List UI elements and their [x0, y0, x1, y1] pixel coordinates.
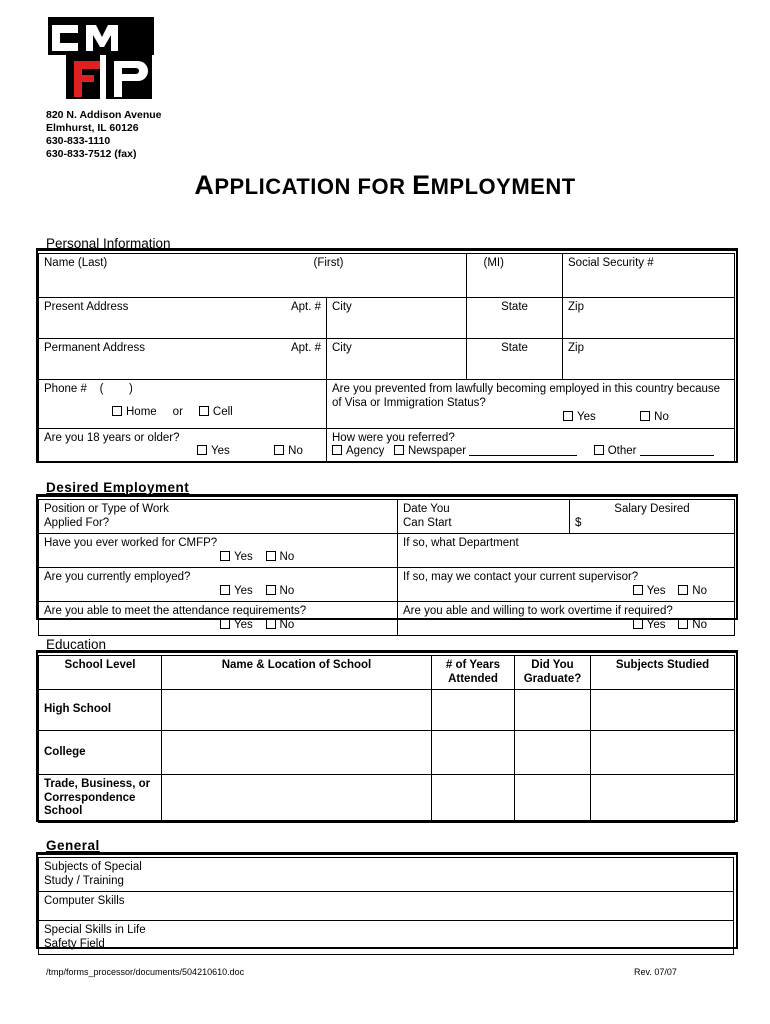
desired-section-title: Desired Employment: [46, 480, 190, 495]
start-date-field[interactable]: Date You Can Start: [398, 500, 570, 534]
age-yes-checkbox[interactable]: [197, 445, 207, 455]
special-study-field[interactable]: Subjects of Special Study / Training: [39, 858, 734, 892]
employed-no-checkbox[interactable]: [266, 585, 276, 595]
age-no-checkbox[interactable]: [274, 445, 284, 455]
present-city-field[interactable]: City: [327, 298, 467, 339]
permanent-zip-field[interactable]: Zip: [563, 339, 735, 380]
safety-skills-field[interactable]: Special Skills in Life Safety Field: [39, 921, 734, 955]
other-line[interactable]: [640, 445, 714, 456]
phone-field[interactable]: Phone # ( ) Home or Cell: [39, 380, 327, 429]
attendance-no-checkbox[interactable]: [266, 619, 276, 629]
home-checkbox[interactable]: [112, 406, 122, 416]
position-field[interactable]: Position or Type of Work Applied For?: [39, 500, 398, 534]
general-section-title: General: [46, 838, 100, 853]
visa-question: Are you prevented from lawfully becoming employed in this country because of Visa or Immigration Status? Yes No: [327, 380, 735, 429]
address-line: 630-833-7512 (fax): [46, 148, 137, 160]
education-section-title: Education: [46, 637, 107, 652]
employed-question: Are you currently employed? Yes No: [39, 568, 398, 602]
cell-checkbox[interactable]: [199, 406, 209, 416]
personal-section-title: Personal Information: [46, 236, 171, 251]
ssn-field[interactable]: Social Security #: [563, 254, 735, 298]
footer-revision: Rev. 07/07: [634, 967, 677, 977]
other-checkbox[interactable]: [594, 445, 604, 455]
contact-supervisor-question: If so, may we contact your current supervisor? Yes No: [398, 568, 735, 602]
overtime-no-checkbox[interactable]: [678, 619, 688, 629]
employed-yes-checkbox[interactable]: [220, 585, 230, 595]
permanent-address-field[interactable]: Permanent Address Apt. #: [39, 339, 327, 380]
department-field[interactable]: If so, what Department: [398, 534, 735, 568]
desired-table: [38, 499, 735, 636]
education-table: [38, 655, 735, 823]
permanent-city-field[interactable]: City: [327, 339, 467, 380]
company-address: [46, 109, 162, 161]
years-cell[interactable]: [432, 775, 515, 823]
visa-yes-checkbox[interactable]: [563, 411, 573, 421]
worked-no-checkbox[interactable]: [266, 551, 276, 561]
present-address-field[interactable]: Present Address Apt. #: [39, 298, 327, 339]
worked-yes-checkbox[interactable]: [220, 551, 230, 561]
header-school-name: Name & Location of School: [162, 656, 432, 690]
address-line: 820 N. Addison Avenue: [46, 109, 162, 121]
computer-skills-field[interactable]: Computer Skills: [39, 892, 734, 921]
company-logo: [46, 15, 156, 101]
permanent-state-field[interactable]: State: [467, 339, 563, 380]
school-name-cell[interactable]: [162, 731, 432, 775]
overtime-yes-checkbox[interactable]: [633, 619, 643, 629]
school-name-cell[interactable]: [162, 775, 432, 823]
header-graduate: Did You Graduate?: [515, 656, 591, 690]
subjects-cell[interactable]: [591, 690, 735, 731]
years-cell[interactable]: [432, 731, 515, 775]
subjects-cell[interactable]: [591, 775, 735, 823]
overtime-question: Are you able and willing to work overtime if required? Yes No: [398, 602, 735, 636]
contact-no-checkbox[interactable]: [678, 585, 688, 595]
graduate-cell[interactable]: [515, 690, 591, 731]
salary-field[interactable]: Salary Desired $: [570, 500, 735, 534]
table-row: [39, 690, 735, 731]
agency-checkbox[interactable]: [332, 445, 342, 455]
present-state-field[interactable]: State: [467, 298, 563, 339]
newspaper-checkbox[interactable]: [394, 445, 404, 455]
visa-no-checkbox[interactable]: [640, 411, 650, 421]
header-years: # of Years Attended: [432, 656, 515, 690]
attendance-question: Are you able to meet the attendance requirements? Yes No: [39, 602, 398, 636]
address-line: 630-833-1110: [46, 135, 111, 147]
contact-yes-checkbox[interactable]: [633, 585, 643, 595]
referral-question: How were you referred? Agency Newspaper Other: [327, 428, 735, 462]
page-title: APPLICATION FOR EMPLOYMENT: [194, 170, 576, 200]
personal-table: [38, 253, 735, 463]
header-subjects: Subjects Studied: [591, 656, 735, 690]
graduate-cell[interactable]: [515, 731, 591, 775]
graduate-cell[interactable]: [515, 775, 591, 823]
header-school-level: School Level: [39, 656, 162, 690]
table-row: [39, 775, 735, 823]
age-question: Are you 18 years or older? Yes No: [39, 428, 327, 462]
row-label: High School: [39, 690, 162, 731]
subjects-cell[interactable]: [591, 731, 735, 775]
general-table: [38, 857, 734, 955]
row-label: Trade, Business, or Correspondence School: [39, 775, 162, 823]
name-field[interactable]: Name (Last) (First) (MI): [39, 254, 467, 298]
school-name-cell[interactable]: [162, 690, 432, 731]
row-label: College: [39, 731, 162, 775]
present-zip-field[interactable]: Zip: [563, 298, 735, 339]
years-cell[interactable]: [432, 690, 515, 731]
newspaper-line[interactable]: [469, 445, 577, 456]
footer-file-path: /tmp/forms_processor/documents/504210610.doc: [46, 967, 245, 977]
table-row: [39, 731, 735, 775]
address-line: Elmhurst, IL 60126: [46, 122, 139, 134]
worked-cmfp-question: Have you ever worked for CMFP? Yes No: [39, 534, 398, 568]
attendance-yes-checkbox[interactable]: [220, 619, 230, 629]
